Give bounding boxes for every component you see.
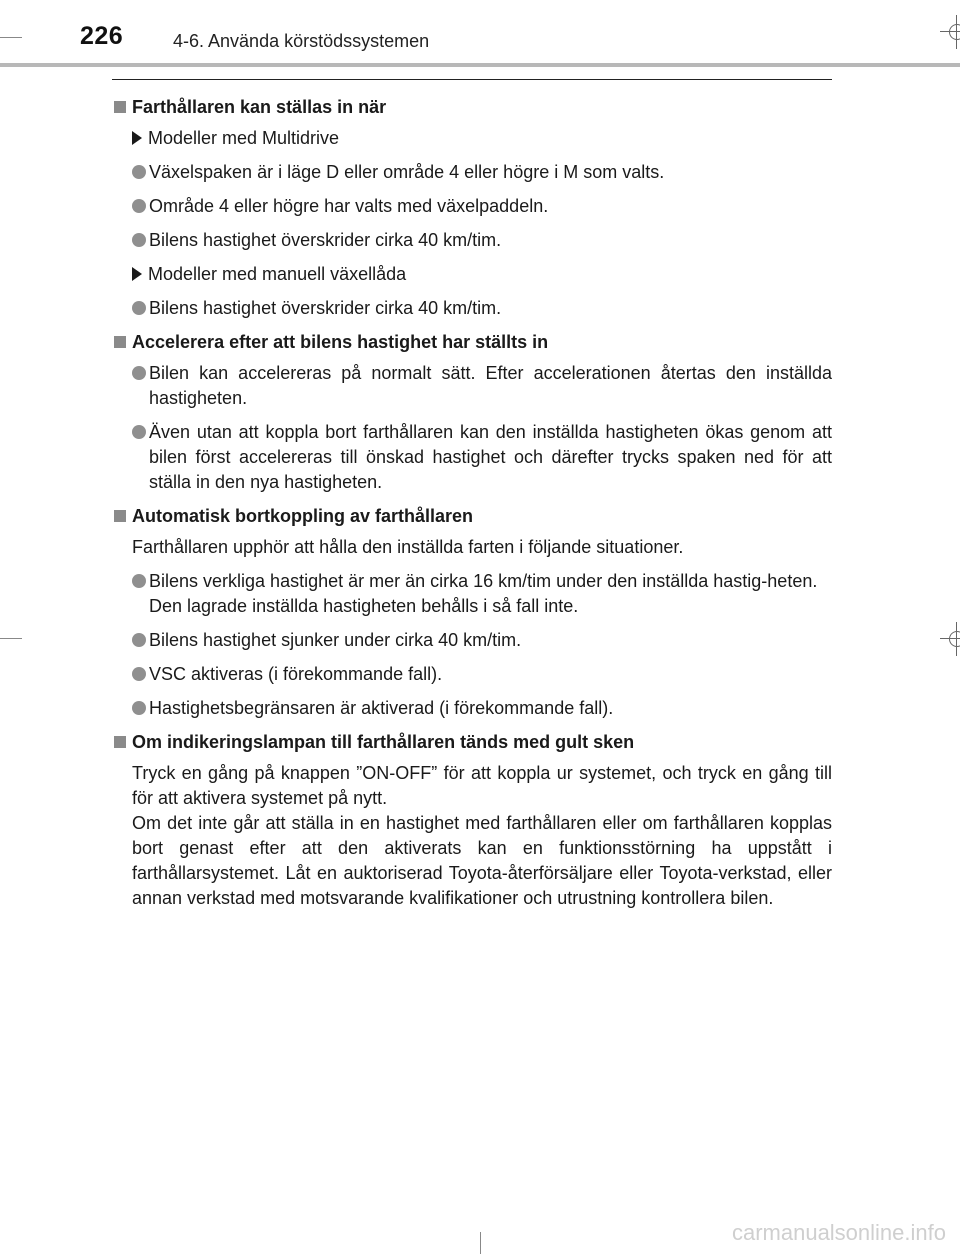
list-item: Bilens hastighet överskrider cirka 40 km/tim. xyxy=(132,228,832,253)
square-bullet-icon xyxy=(114,510,126,522)
model-group-label: Modeller med manuell växellåda xyxy=(132,262,832,287)
circle-bullet-icon xyxy=(132,233,146,247)
crop-tick-left-top xyxy=(0,37,22,38)
section-intro: Farthållaren upphör att hålla den inställda farten i följande situationer. xyxy=(132,537,684,557)
list-item: Växelspaken är i läge D eller område 4 eller högre i M som valts. xyxy=(132,160,832,185)
list-item xyxy=(132,569,832,619)
registration-mark-mid-right xyxy=(940,622,960,656)
square-bullet-icon xyxy=(114,336,126,348)
list-item: Bilen kan accelereras på normalt sätt. Efter accelerationen återtas den inställda hastigheten. xyxy=(132,361,832,411)
model-group-label: Modeller med Multidrive xyxy=(132,126,832,151)
page-content xyxy=(112,95,832,911)
circle-bullet-icon xyxy=(132,199,146,213)
circle-bullet-icon xyxy=(132,425,146,439)
body-paragraph: Tryck en gång på knappen ”ON-OFF” för att koppla ur systemet, och tryck en gång till för att aktivera systemet på nytt. Om det inte går att ställa in en hastighet med farthållaren eller om farthållaren kopplas bort genast efter att den aktiverats kan en funktionsstörning ha uppstått i farthållarsystemet. Låt en auktoriserad Toyota-återförsäljare eller Toyota-verkstad, eller annan verkstad med motsvarande kvalifikationer och utrustning kontrollera bilen. xyxy=(132,763,832,908)
section-heading: Automatisk bortkoppling av farthållaren xyxy=(112,504,832,529)
list-item-text: Bilens verkliga hastighet är mer än cirka 16 km/tim under den inställda hastig-heten. xyxy=(149,571,818,591)
list-item: VSC aktiveras (i förekommande fall). xyxy=(132,662,832,687)
watermark: carmanualsonline.info xyxy=(731,1220,946,1245)
list-item: Även utan att koppla bort farthållaren kan den inställda hastigheten ökas genom att bilen först accelereras till önskad hastighet och därefter trycks spaken ned för att ställa in den nya hastigheten. xyxy=(132,420,832,495)
circle-bullet-icon xyxy=(132,165,146,179)
circle-bullet-icon xyxy=(132,667,146,681)
section-heading: Om indikeringslampan till farthållaren tänds med gult sken xyxy=(112,730,832,755)
registration-mark-top-right xyxy=(940,15,960,49)
triangle-marker-icon xyxy=(132,131,142,145)
circle-bullet-icon xyxy=(132,366,146,380)
list-item-note: Den lagrade inställda hastigheten behålls i så fall inte. xyxy=(149,596,579,616)
section-heading: Accelerera efter att bilens hastighet har ställts in xyxy=(112,330,832,355)
section-title: 4-6. Använda körstödssystemen xyxy=(173,31,430,51)
crop-tick-left-mid xyxy=(0,638,22,639)
section-heading: Farthållaren kan ställas in när xyxy=(112,95,832,120)
square-bullet-icon xyxy=(114,101,126,113)
crop-tick-bottom xyxy=(480,1232,481,1254)
header-rule xyxy=(0,63,960,67)
page-number: 226 xyxy=(80,22,124,50)
circle-bullet-icon xyxy=(132,633,146,647)
circle-bullet-icon xyxy=(132,301,146,315)
triangle-marker-icon xyxy=(132,267,142,281)
list-item: Bilens hastighet sjunker under cirka 40 km/tim. xyxy=(132,628,832,653)
circle-bullet-icon xyxy=(132,574,146,588)
list-item: Hastighetsbegränsaren är aktiverad (i förekommande fall). xyxy=(132,696,832,721)
square-bullet-icon xyxy=(114,736,126,748)
list-item: Bilens hastighet överskrider cirka 40 km/tim. xyxy=(132,296,832,321)
circle-bullet-icon xyxy=(132,701,146,715)
content-rule xyxy=(112,79,832,80)
list-item: Område 4 eller högre har valts med växelpaddeln. xyxy=(132,194,832,219)
